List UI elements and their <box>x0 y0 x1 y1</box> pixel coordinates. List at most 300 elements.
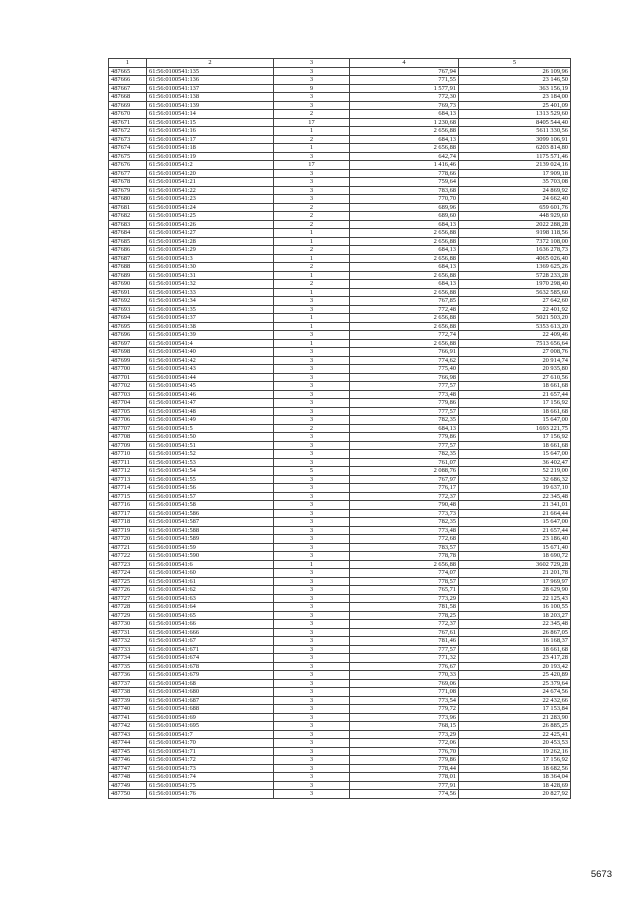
value-cell: 18 364,04 <box>459 773 571 782</box>
value-cell: 4065 026,40 <box>459 254 571 263</box>
value-cell: 3099 106,91 <box>459 135 571 144</box>
category-cell: 3 <box>274 781 350 790</box>
rate-cell: 778,66 <box>350 169 459 178</box>
row-number-cell: 487708 <box>109 433 147 442</box>
cadastral-number-cell: 61:56:0100541:2 <box>147 161 274 170</box>
table-row <box>109 586 571 595</box>
category-cell: 3 <box>274 195 350 204</box>
value-cell: 27 008,76 <box>459 348 571 357</box>
row-number-cell: 487722 <box>109 552 147 561</box>
table-row <box>109 467 571 476</box>
cadastral-number-cell: 61:56:0100541:35 <box>147 305 274 314</box>
category-cell: 3 <box>274 552 350 561</box>
category-cell: 2 <box>274 212 350 221</box>
value-cell: 21 201,78 <box>459 569 571 578</box>
rate-cell: 767,61 <box>350 628 459 637</box>
value-cell: 18 203,27 <box>459 611 571 620</box>
rate-cell: 642,74 <box>350 152 459 161</box>
row-number-cell: 487672 <box>109 127 147 136</box>
row-number-cell: 487668 <box>109 93 147 102</box>
row-number-cell: 487735 <box>109 662 147 671</box>
row-number-cell: 487723 <box>109 560 147 569</box>
value-cell: 448 929,60 <box>459 212 571 221</box>
value-cell: 23 186,40 <box>459 535 571 544</box>
category-cell: 1 <box>274 144 350 153</box>
row-number-cell: 487706 <box>109 416 147 425</box>
category-cell: 3 <box>274 705 350 714</box>
rate-cell: 769,73 <box>350 101 459 110</box>
value-cell: 22 345,48 <box>459 492 571 501</box>
category-cell: 5 <box>274 467 350 476</box>
cadastral-number-cell: 61:56:0100541:19 <box>147 152 274 161</box>
rate-cell: 767,94 <box>350 67 459 76</box>
cadastral-number-cell: 61:56:0100541:587 <box>147 518 274 527</box>
row-number-cell: 487707 <box>109 424 147 433</box>
table-row <box>109 484 571 493</box>
column-header-3: 3 <box>274 59 350 68</box>
rate-cell: 771,08 <box>350 688 459 697</box>
rate-cell: 776,17 <box>350 484 459 493</box>
value-cell: 3602 729,28 <box>459 560 571 569</box>
row-number-cell: 487702 <box>109 382 147 391</box>
category-cell: 1 <box>274 229 350 238</box>
category-cell: 3 <box>274 475 350 484</box>
rate-cell: 777,57 <box>350 645 459 654</box>
table-row <box>109 577 571 586</box>
row-number-cell: 487734 <box>109 654 147 663</box>
rate-cell: 766,91 <box>350 348 459 357</box>
rate-cell: 772,37 <box>350 492 459 501</box>
category-cell: 3 <box>274 178 350 187</box>
category-cell: 1 <box>274 322 350 331</box>
category-cell: 3 <box>274 586 350 595</box>
value-cell: 1693 221,75 <box>459 424 571 433</box>
category-cell: 3 <box>274 739 350 748</box>
row-number-cell: 487684 <box>109 229 147 238</box>
category-cell: 3 <box>274 501 350 510</box>
row-number-cell: 487667 <box>109 84 147 93</box>
rate-cell: 772,30 <box>350 93 459 102</box>
column-header-2: 2 <box>147 59 274 68</box>
row-number-cell: 487714 <box>109 484 147 493</box>
rate-cell: 772,74 <box>350 331 459 340</box>
row-number-cell: 487686 <box>109 246 147 255</box>
table-row <box>109 93 571 102</box>
value-cell: 25 401,09 <box>459 101 571 110</box>
column-header-1: 1 <box>109 59 147 68</box>
category-cell: 3 <box>274 101 350 110</box>
category-cell: 2 <box>274 246 350 255</box>
rate-cell: 773,96 <box>350 713 459 722</box>
value-cell: 17 909,18 <box>459 169 571 178</box>
table-row <box>109 382 571 391</box>
value-cell: 5632 585,60 <box>459 288 571 297</box>
category-cell: 2 <box>274 203 350 212</box>
row-number-cell: 487730 <box>109 620 147 629</box>
rate-cell: 773,48 <box>350 390 459 399</box>
row-number-cell: 487699 <box>109 356 147 365</box>
table-row <box>109 118 571 127</box>
table-row <box>109 594 571 603</box>
cadastral-number-cell: 61:56:0100541:30 <box>147 263 274 272</box>
table-row <box>109 620 571 629</box>
row-number-cell: 487716 <box>109 501 147 510</box>
cadastral-number-cell: 61:56:0100541:23 <box>147 195 274 204</box>
value-cell: 8405 544,40 <box>459 118 571 127</box>
value-cell: 5728 233,28 <box>459 271 571 280</box>
rate-cell: 684,13 <box>350 280 459 289</box>
table-row <box>109 186 571 195</box>
category-cell: 3 <box>274 756 350 765</box>
table-row <box>109 492 571 501</box>
table-row <box>109 254 571 263</box>
rate-cell: 773,48 <box>350 526 459 535</box>
value-cell: 23 417,28 <box>459 654 571 663</box>
table-row <box>109 263 571 272</box>
table-row <box>109 441 571 450</box>
cadastral-number-cell: 61:56:0100541:22 <box>147 186 274 195</box>
row-number-cell: 487727 <box>109 594 147 603</box>
category-cell: 3 <box>274 441 350 450</box>
cadastral-number-cell: 61:56:0100541:138 <box>147 93 274 102</box>
row-number-cell: 487738 <box>109 688 147 697</box>
rate-cell: 1 577,91 <box>350 84 459 93</box>
row-number-cell: 487733 <box>109 645 147 654</box>
row-number-cell: 487690 <box>109 280 147 289</box>
rate-cell: 779,86 <box>350 756 459 765</box>
category-cell: 3 <box>274 407 350 416</box>
table-body <box>109 67 571 798</box>
rate-cell: 684,13 <box>350 135 459 144</box>
rate-cell: 782,35 <box>350 416 459 425</box>
cadastral-number-cell: 61:56:0100541:24 <box>147 203 274 212</box>
value-cell: 7372 108,00 <box>459 237 571 246</box>
cadastral-number-cell: 61:56:0100541:674 <box>147 654 274 663</box>
table-row <box>109 679 571 688</box>
value-cell: 5611 330,56 <box>459 127 571 136</box>
table-row <box>109 696 571 705</box>
rate-cell: 781,46 <box>350 637 459 646</box>
cadastral-number-cell: 61:56:0100541:32 <box>147 280 274 289</box>
column-header-4: 4 <box>350 59 459 68</box>
header-row <box>109 59 571 68</box>
row-number-cell: 487694 <box>109 314 147 323</box>
rate-cell: 2 656,88 <box>350 322 459 331</box>
category-cell: 3 <box>274 773 350 782</box>
rate-cell: 689,60 <box>350 212 459 221</box>
row-number-cell: 487743 <box>109 730 147 739</box>
rate-cell: 759,64 <box>350 178 459 187</box>
rate-cell: 2 656,88 <box>350 314 459 323</box>
row-number-cell: 487725 <box>109 577 147 586</box>
category-cell: 3 <box>274 543 350 552</box>
cadastral-number-cell: 61:56:0100541:26 <box>147 220 274 229</box>
cadastral-number-cell: 61:56:0100541:44 <box>147 373 274 382</box>
table-row <box>109 195 571 204</box>
rate-cell: 773,29 <box>350 730 459 739</box>
category-cell: 3 <box>274 628 350 637</box>
rate-cell: 778,44 <box>350 764 459 773</box>
value-cell: 18 690,72 <box>459 552 571 561</box>
category-cell: 2 <box>274 424 350 433</box>
category-cell: 3 <box>274 645 350 654</box>
table-row <box>109 297 571 306</box>
rate-cell: 783,57 <box>350 543 459 552</box>
row-number-cell: 487731 <box>109 628 147 637</box>
value-cell: 17 969,97 <box>459 577 571 586</box>
table-row <box>109 756 571 765</box>
table-row <box>109 331 571 340</box>
category-cell: 1 <box>274 254 350 263</box>
value-cell: 20 453,53 <box>459 739 571 748</box>
category-cell: 17 <box>274 161 350 170</box>
rate-cell: 2 656,88 <box>350 339 459 348</box>
value-cell: 22 409,46 <box>459 331 571 340</box>
rate-cell: 778,78 <box>350 552 459 561</box>
category-cell: 3 <box>274 169 350 178</box>
row-number-cell: 487717 <box>109 509 147 518</box>
cadastral-number-cell: 61:56:0100541:57 <box>147 492 274 501</box>
row-number-cell: 487678 <box>109 178 147 187</box>
row-number-cell: 487671 <box>109 118 147 127</box>
category-cell: 2 <box>274 263 350 272</box>
value-cell: 19 262,16 <box>459 747 571 756</box>
column-header-5: 5 <box>459 59 571 68</box>
rate-cell: 1 416,46 <box>350 161 459 170</box>
table-row <box>109 339 571 348</box>
rate-cell: 777,57 <box>350 407 459 416</box>
rate-cell: 790,48 <box>350 501 459 510</box>
value-cell: 35 703,08 <box>459 178 571 187</box>
rate-cell: 779,72 <box>350 705 459 714</box>
category-cell: 3 <box>274 790 350 799</box>
cadastral-number-cell: 61:56:0100541:27 <box>147 229 274 238</box>
value-cell: 32 686,32 <box>459 475 571 484</box>
value-cell: 17 153,84 <box>459 705 571 714</box>
row-number-cell: 487726 <box>109 586 147 595</box>
cadastral-number-cell: 61:56:0100541:139 <box>147 101 274 110</box>
row-number-cell: 487728 <box>109 603 147 612</box>
cadastral-number-cell: 61:56:0100541:45 <box>147 382 274 391</box>
rate-cell: 777,57 <box>350 382 459 391</box>
category-cell: 3 <box>274 382 350 391</box>
value-cell: 22 125,43 <box>459 594 571 603</box>
row-number-cell: 487682 <box>109 212 147 221</box>
row-number-cell: 487666 <box>109 76 147 85</box>
row-number-cell: 487718 <box>109 518 147 527</box>
table-row <box>109 237 571 246</box>
category-cell: 3 <box>274 594 350 603</box>
value-cell: 6203 814,80 <box>459 144 571 153</box>
value-cell: 22 401,92 <box>459 305 571 314</box>
table-row <box>109 373 571 382</box>
value-cell: 52 219,00 <box>459 467 571 476</box>
value-cell: 21 657,44 <box>459 390 571 399</box>
table-row <box>109 458 571 467</box>
row-number-cell: 487681 <box>109 203 147 212</box>
cadastral-number-cell: 61:56:0100541:55 <box>147 475 274 484</box>
value-cell: 1313 529,60 <box>459 110 571 119</box>
row-number-cell: 487670 <box>109 110 147 119</box>
value-cell: 27 642,60 <box>459 297 571 306</box>
category-cell: 3 <box>274 356 350 365</box>
rate-cell: 775,40 <box>350 365 459 374</box>
cadastral-number-cell: 61:56:0100541:60 <box>147 569 274 578</box>
cadastral-number-cell: 61:56:0100541:3 <box>147 254 274 263</box>
value-cell: 36 402,47 <box>459 458 571 467</box>
rate-cell: 782,35 <box>350 518 459 527</box>
value-cell: 18 661,68 <box>459 441 571 450</box>
row-number-cell: 487692 <box>109 297 147 306</box>
value-cell: 17 156,92 <box>459 399 571 408</box>
category-cell: 3 <box>274 662 350 671</box>
category-cell: 3 <box>274 297 350 306</box>
category-cell: 3 <box>274 331 350 340</box>
cadastral-number-cell: 61:56:0100541:586 <box>147 509 274 518</box>
row-number-cell: 487724 <box>109 569 147 578</box>
table-row <box>109 424 571 433</box>
rate-cell: 689,96 <box>350 203 459 212</box>
category-cell: 3 <box>274 93 350 102</box>
row-number-cell: 487683 <box>109 220 147 229</box>
table-row <box>109 552 571 561</box>
category-cell: 3 <box>274 484 350 493</box>
table-row <box>109 518 571 527</box>
row-number-cell: 487675 <box>109 152 147 161</box>
cadastral-number-cell: 61:56:0100541:49 <box>147 416 274 425</box>
cadastral-number-cell: 61:56:0100541:73 <box>147 764 274 773</box>
value-cell: 5353 613,20 <box>459 322 571 331</box>
category-cell: 1 <box>274 288 350 297</box>
row-number-cell: 487721 <box>109 543 147 552</box>
cadastral-number-cell: 61:56:0100541:29 <box>147 246 274 255</box>
category-cell: 3 <box>274 747 350 756</box>
cadastral-number-cell: 61:56:0100541:678 <box>147 662 274 671</box>
row-number-cell: 487719 <box>109 526 147 535</box>
data-table <box>108 58 571 799</box>
rate-cell: 770,70 <box>350 195 459 204</box>
row-number-cell: 487703 <box>109 390 147 399</box>
row-number-cell: 487701 <box>109 373 147 382</box>
value-cell: 24 674,56 <box>459 688 571 697</box>
row-number-cell: 487713 <box>109 475 147 484</box>
cadastral-number-cell: 61:56:0100541:39 <box>147 331 274 340</box>
cadastral-number-cell: 61:56:0100541:136 <box>147 76 274 85</box>
category-cell: 2 <box>274 280 350 289</box>
cadastral-number-cell: 61:56:0100541:74 <box>147 773 274 782</box>
table-row <box>109 662 571 671</box>
rate-cell: 767,97 <box>350 475 459 484</box>
value-cell: 24 869,92 <box>459 186 571 195</box>
cadastral-number-cell: 61:56:0100541:69 <box>147 713 274 722</box>
category-cell: 2 <box>274 220 350 229</box>
cadastral-number-cell: 61:56:0100541:67 <box>147 637 274 646</box>
table-row <box>109 229 571 238</box>
rate-cell: 773,29 <box>350 594 459 603</box>
cadastral-number-cell: 61:56:0100541:34 <box>147 297 274 306</box>
cadastral-number-cell: 61:56:0100541:666 <box>147 628 274 637</box>
table-row <box>109 84 571 93</box>
table-row <box>109 773 571 782</box>
cadastral-number-cell: 61:56:0100541:47 <box>147 399 274 408</box>
value-cell: 23 184,00 <box>459 93 571 102</box>
row-number-cell: 487709 <box>109 441 147 450</box>
rate-cell: 774,07 <box>350 569 459 578</box>
category-cell: 3 <box>274 637 350 646</box>
rate-cell: 782,35 <box>350 450 459 459</box>
table-row <box>109 67 571 76</box>
row-number-cell: 487748 <box>109 773 147 782</box>
table-row <box>109 399 571 408</box>
rate-cell: 2 088,76 <box>350 467 459 476</box>
row-number-cell: 487720 <box>109 535 147 544</box>
table-row <box>109 560 571 569</box>
category-cell: 3 <box>274 492 350 501</box>
value-cell: 26 867,05 <box>459 628 571 637</box>
table-row <box>109 407 571 416</box>
cadastral-number-cell: 61:56:0100541:16 <box>147 127 274 136</box>
cadastral-number-cell: 61:56:0100541:76 <box>147 790 274 799</box>
value-cell: 2022 288,28 <box>459 220 571 229</box>
table-row <box>109 127 571 136</box>
category-cell: 3 <box>274 450 350 459</box>
row-number-cell: 487677 <box>109 169 147 178</box>
rate-cell: 783,68 <box>350 186 459 195</box>
cadastral-number-cell: 61:56:0100541:66 <box>147 620 274 629</box>
value-cell: 16 168,37 <box>459 637 571 646</box>
value-cell: 16 100,55 <box>459 603 571 612</box>
category-cell: 3 <box>274 399 350 408</box>
row-number-cell: 487711 <box>109 458 147 467</box>
rate-cell: 769,06 <box>350 679 459 688</box>
table-row <box>109 203 571 212</box>
value-cell: 25 379,64 <box>459 679 571 688</box>
row-number-cell: 487673 <box>109 135 147 144</box>
row-number-cell: 487747 <box>109 764 147 773</box>
value-cell: 5021 503,20 <box>459 314 571 323</box>
category-cell: 2 <box>274 110 350 119</box>
table-row <box>109 101 571 110</box>
cadastral-number-cell: 61:56:0100541:72 <box>147 756 274 765</box>
table-row <box>109 739 571 748</box>
rate-cell: 770,33 <box>350 671 459 680</box>
row-number-cell: 487695 <box>109 322 147 331</box>
value-cell: 20 827,92 <box>459 790 571 799</box>
row-number-cell: 487680 <box>109 195 147 204</box>
table-row <box>109 161 571 170</box>
rate-cell: 766,98 <box>350 373 459 382</box>
rate-cell: 684,13 <box>350 424 459 433</box>
category-cell: 3 <box>274 76 350 85</box>
category-cell: 3 <box>274 654 350 663</box>
table-row <box>109 671 571 680</box>
category-cell: 3 <box>274 730 350 739</box>
table-row <box>109 628 571 637</box>
row-number-cell: 487740 <box>109 705 147 714</box>
rate-cell: 771,32 <box>350 654 459 663</box>
table-row <box>109 501 571 510</box>
category-cell: 9 <box>274 84 350 93</box>
cadastral-number-cell: 61:56:0100541:14 <box>147 110 274 119</box>
category-cell: 3 <box>274 764 350 773</box>
cadastral-number-cell: 61:56:0100541:38 <box>147 322 274 331</box>
table-row <box>109 747 571 756</box>
rate-cell: 779,86 <box>350 399 459 408</box>
category-cell: 3 <box>274 696 350 705</box>
cadastral-number-cell: 61:56:0100541:4 <box>147 339 274 348</box>
category-cell: 1 <box>274 314 350 323</box>
cadastral-number-cell: 61:56:0100541:589 <box>147 535 274 544</box>
